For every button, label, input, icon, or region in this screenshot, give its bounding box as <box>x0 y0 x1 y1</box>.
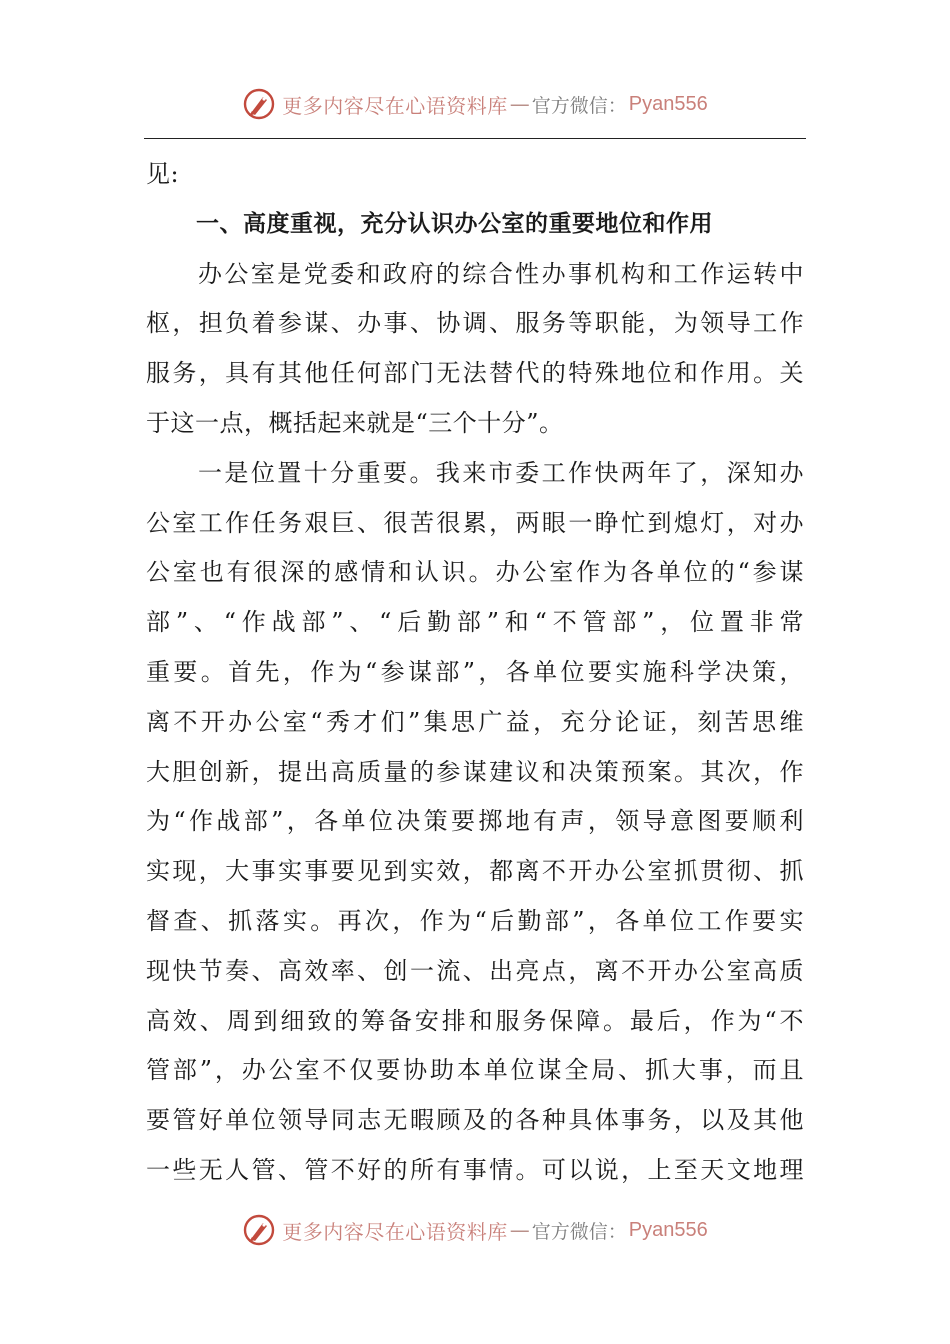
header-divider <box>144 138 806 139</box>
text-line: 于这一点，概括起来就是“三个十分”。 <box>146 408 564 437</box>
text-line: 要管好单位领导同志无暇顾及的各种具体事务，以及其他 <box>146 1106 804 1135</box>
section-heading: 一、高度重视，充分认识办公室的重要地位和作用 <box>196 210 713 237</box>
watermark-account-id: Pyan556 <box>628 92 708 115</box>
text-line: 枢，担负着参谋、办事、协调、服务等职能，为领导工作 <box>146 309 804 338</box>
watermark-label: 官方微信： <box>531 94 627 117</box>
watermark-brand-text: 更多内容尽在心语资料库 <box>282 1219 508 1244</box>
header-watermark <box>0 84 950 124</box>
pen-nib-icon <box>242 1213 276 1247</box>
text-line: 公室工作任务艰巨、很苦很累，两眼一睁忙到熄灯，对办 <box>146 508 804 537</box>
text-line: 现快节奏、高效率、创一流、出亮点，离不开办公室高质 <box>146 956 804 985</box>
text-line: 实现，大事实事要见到实效，都离不开办公室抓贯彻、抓 <box>146 857 804 886</box>
text-line: 服务，具有其他任何部门无法替代的特殊地位和作用。关 <box>146 359 804 388</box>
text-line: 大胆创新，提出高质量的参谋建议和决策预案。其次，作 <box>146 757 804 786</box>
text-line: 见: <box>146 160 180 188</box>
watermark-label: 官方微信： <box>531 1220 627 1243</box>
pen-nib-icon <box>242 87 276 121</box>
text-line: 督查、抓落实。再次，作为“后勤部”，各单位工作要实 <box>146 906 804 935</box>
watermark-brand-text: 更多内容尽在心语资料库 <box>282 93 508 118</box>
text-line: 一些无人管、管不好的所有事情。可以说，上至天文地理 <box>146 1155 804 1184</box>
watermark-dash: — <box>509 92 530 116</box>
text-line: 公室也有很深的感情和认识。办公室作为各单位的“参谋 <box>146 558 804 587</box>
watermark-account-id: Pyan556 <box>628 1218 708 1241</box>
document-body <box>146 150 804 1196</box>
text-line: 离不开办公室“秀才们”集思广益，充分论证，刻苦思维 <box>146 707 804 736</box>
text-line: 重要。首先，作为“参谋部”，各单位要实施科学决策， <box>146 657 804 686</box>
text-line: 高效、周到细致的筹备安排和服务保障。最后，作为“不 <box>146 1006 804 1035</box>
text-line: 管部”，办公室不仅要协助本单位谋全局、抓大事，而且 <box>146 1056 804 1085</box>
watermark-dash: — <box>509 1218 530 1242</box>
text-line: 部”、“作战部”、“后勤部”和“不管部”，位置非常 <box>146 608 804 637</box>
text-line: 办公室是党委和政府的综合性办事机构和工作运转中 <box>198 259 804 288</box>
footer-watermark <box>0 1210 950 1250</box>
text-line: 一是位置十分重要。我来市委工作快两年了，深知办 <box>198 458 804 487</box>
text-line: 为“作战部”，各单位决策要掷地有声，领导意图要顺利 <box>146 807 804 836</box>
